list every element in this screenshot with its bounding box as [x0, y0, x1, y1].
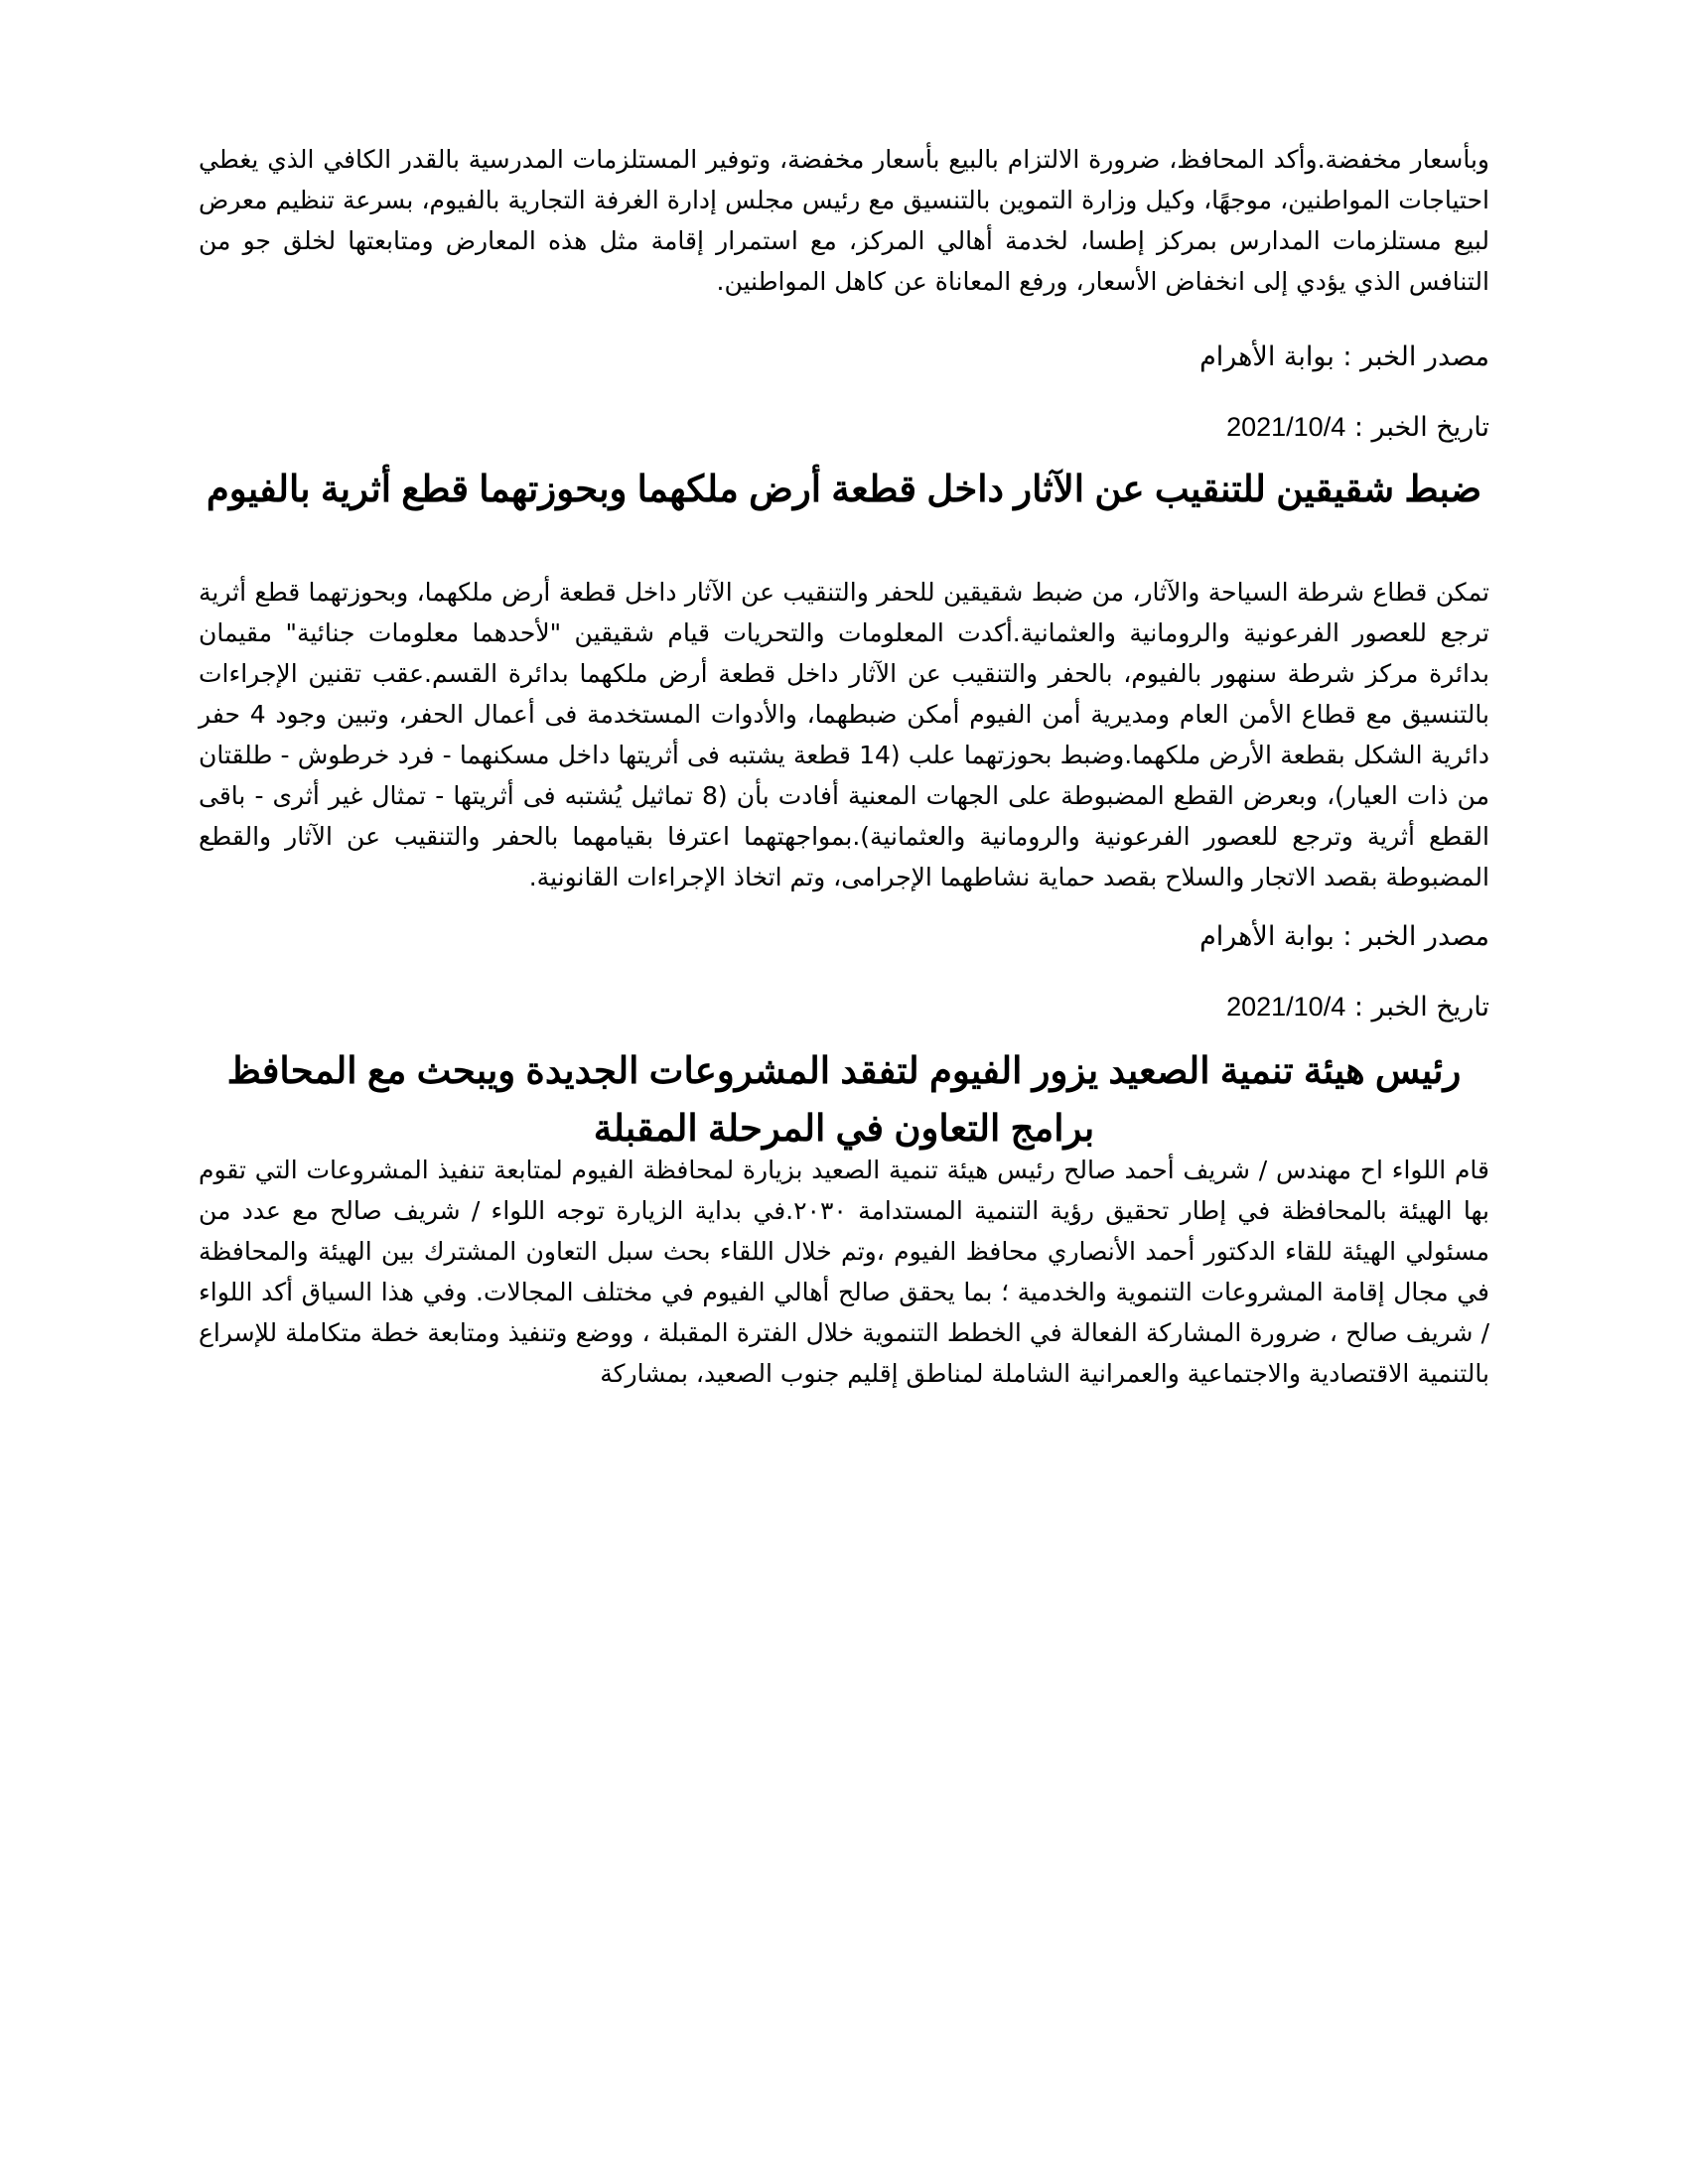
article1-date-value: 2021/10/4 [1226, 992, 1346, 1022]
intro-date-label: تاريخ الخبر : [1353, 412, 1489, 443]
article1-body-block [199, 572, 1489, 897]
article1-date-label: تاريخ الخبر : [1353, 992, 1489, 1023]
intro-source [199, 338, 1489, 377]
intro-section [199, 139, 1489, 302]
article2-body: قام اللواء اح مهندس / شريف أحمد صالح رئيس هيئة تنمية الصعيد بزيارة لمحافظة الفيوم لمتابعة تنفيذ المشروعات التي تقوم بها الهيئة بالمحافظة في إطار تحقيق رؤية التنمية المستدامة ٢٠٣٠.في بداية الزيارة توجه اللواء / شريف صالح مع عدد من مسئولي الهيئة للقاء الدكتور أحمد الأنصاري محافظ الفيوم ،وتم خلال اللقاء بحث سبل التعاون المشترك بين الهيئة والمحافظة في مجال إقامة المشروعات التنموية والخدمية ؛ بما يحقق صالح أهالي الفيوم في مختلف المجالات. وفي هذا السياق أكد اللواء / شريف صالح ، ضرورة المشاركة الفعالة في الخطط التنموية خلال الفترة المقبلة ، ووضع وتنفيذ ومتابعة خطة متكاملة للإسراع بالتنمية الاقتصادية والاجتماعية والعمرانية الشاملة لمناطق إقليم جنوب الصعيد، بمشاركة [199, 1156, 1489, 1388]
article1-source [199, 917, 1489, 957]
article1-body: تمكن قطاع شرطة السياحة والآثار، من ضبط شقيقين للحفر والتنقيب عن الآثار داخل قطعة أرض ملكهما، وبحوزتهما قطع أثرية ترجع للعصور الفرعونية والرومانية والعثمانية.أكدت المعلومات والتحريات قيام شقيقين "لأحدهما معلومات جنائية" مقيمان بدائرة مركز شرطة سنهور بالفيوم، بالحفر والتنقيب عن الآثار داخل قطعة أرض ملكهما بدائرة القسم.عقب تقنين الإجراءات بالتنسيق مع قطاع الأمن العام ومديرية أمن الفيوم أمكن ضبطهما، والأدوات المستخدمة فى أعمال الحفر، وتبين وجود 4 حفر دائرية الشكل بقطعة الأرض ملكهما.وضبط بحوزتهما علب (14 قطعة يشتبه فى أثريتها داخل مسكنهما - فرد خرطوش - طلقتان من ذات العيار)، وبعرض القطع المضبوطة على الجهات المعنية أفادت بأن (8 تماثيل يُشتبه فى أثريتها - تمثال غير أثرى - باقى القطع أثرية وترجع للعصور الفرعونية والرومانية والعثمانية).بمواجهتهما اعترفا بقيامهما بالحفر والتنقيب عن الآثار والقطع المضبوطة بقصد الاتجار والسلاح بقصد حماية نشاطهما الإجرامى، وتم اتخاذ الإجراءات القانونية. [199, 578, 1489, 891]
article1-source-line: مصدر الخبر : بوابة الأهرام [1199, 921, 1489, 952]
article1-headline: ضبط شقيقين للتنقيب عن الآثار داخل قطعة أرض ملكهما وبحوزتهما قطع أثرية بالفيوم [206, 469, 1482, 509]
article2-body-block [199, 1150, 1489, 1394]
intro-date-value: 2021/10/4 [1226, 412, 1346, 442]
intro-source-line: مصدر الخبر : بوابة الأهرام [1199, 341, 1489, 372]
article1-headline-block [199, 461, 1489, 518]
article2-headline-block [199, 1042, 1489, 1158]
intro-date [199, 407, 1489, 448]
article1-date-line [199, 987, 1489, 1027]
article1-date [199, 987, 1489, 1027]
article2-headline: رئيس هيئة تنمية الصعيد يزور الفيوم لتفقد المشروعات الجديدة ويبحث مع المحافظ برامج التعاون في المرحلة المقبلة [226, 1050, 1462, 1149]
intro-paragraph: وبأسعار مخفضة.وأكد المحافظ، ضرورة الالتزام بالبيع بأسعار مخفضة، وتوفير المستلزمات المدرسية بالقدر الكافي الذي يغطي احتياجات المواطنين، موجهًا، وكيل وزارة التموين بالتنسيق مع رئيس مجلس إدارة الغرفة التجارية بالفيوم، بسرعة تنظيم معرض لبيع مستلزمات المدارس بمركز إطسا، لخدمة أهالي المركز، مع استمرار إقامة مثل هذه المعارض ومتابعتها لخلق جو من التنافس الذي يؤدي إلى انخفاض الأسعار، ورفع المعاناة عن كاهل المواطنين. [199, 145, 1489, 296]
intro-date-line [199, 407, 1489, 448]
